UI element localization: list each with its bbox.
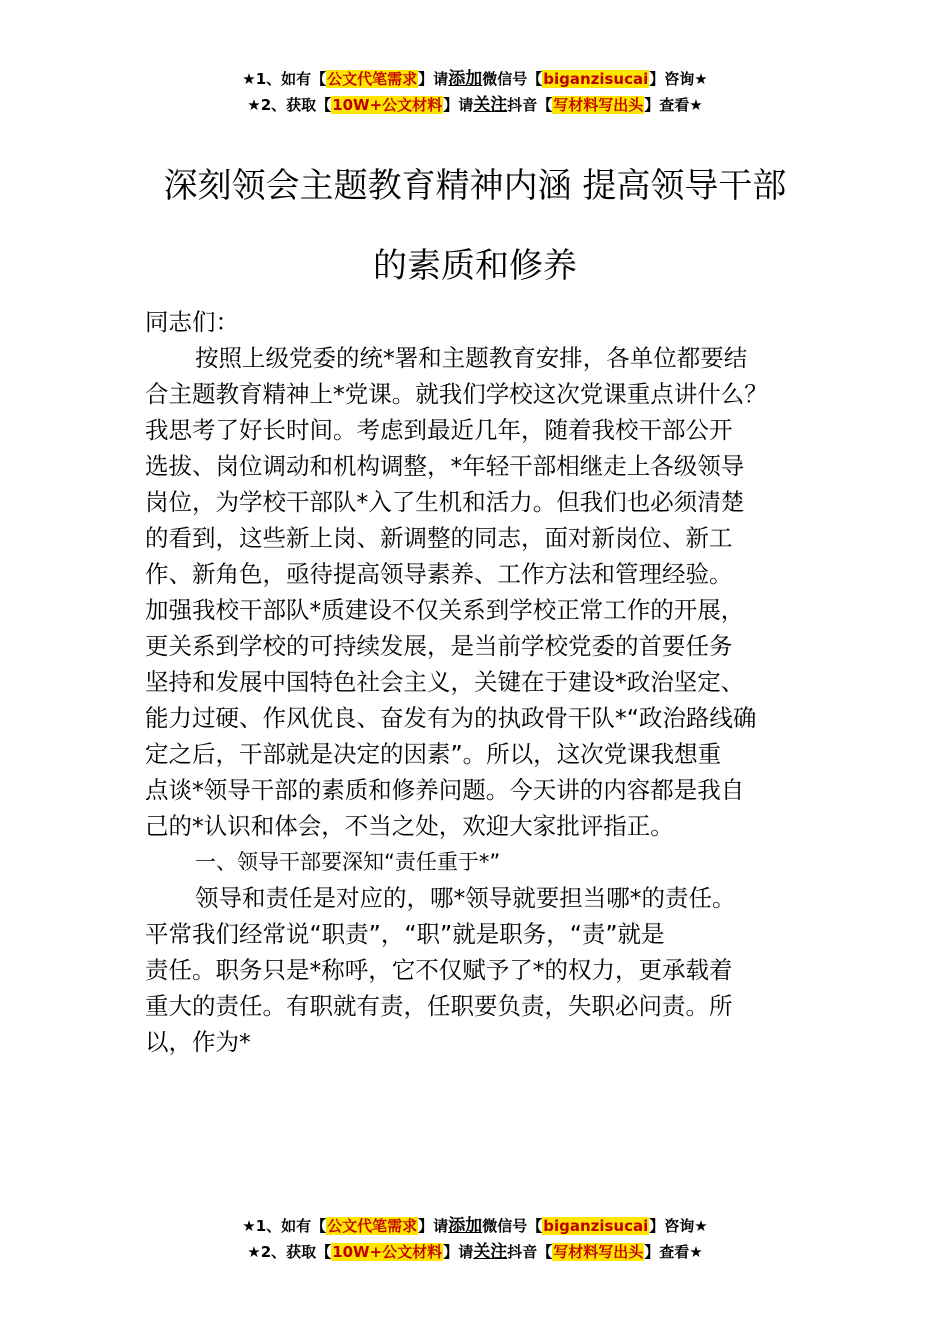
- banner-text: ★2、获取【: [247, 96, 332, 114]
- banner-text: 】咨询★: [649, 1217, 708, 1235]
- banner-text: 】查看★: [644, 1243, 703, 1261]
- footer-banner: [0, 1213, 950, 1265]
- paragraph-line: 更关系到学校的可持续发展，是当前学校党委的首要任务: [145, 632, 733, 660]
- paragraph-line: 坚持和发展中国特色社会主义，关键在于建设*政治坚定、: [145, 668, 745, 696]
- banner-highlight: 10W+公文材料: [332, 1243, 443, 1261]
- banner-highlight: 公文代笔需求: [327, 1217, 418, 1235]
- banner-text: ★2、获取【: [247, 1243, 332, 1261]
- banner-emphasis: 添加: [448, 1216, 483, 1236]
- banner-line-2: [0, 1239, 950, 1265]
- banner-line-1: [0, 66, 950, 92]
- banner-emphasis: 添加: [448, 69, 483, 89]
- banner-highlight: 10W+公文材料: [332, 96, 443, 114]
- banner-text: 微信号【: [482, 70, 543, 88]
- banner-highlight: biganzisucai: [543, 1217, 649, 1235]
- paragraph-line: 能力过硬、作风优良、奋发有为的执政骨干队*“政治路线确: [145, 704, 757, 732]
- paragraph-line: 己的*认识和体会，不当之处，欢迎大家批评指正。: [145, 812, 674, 840]
- paragraph-line: 合主题教育精神上*党课。就我们学校这次党课重点讲什么？: [145, 380, 768, 408]
- paragraph-line: 我思考了好长时间。考虑到最近几年，随着我校干部公开: [145, 416, 733, 444]
- banner-text: 】咨询★: [649, 70, 708, 88]
- section-heading: 一、领导干部要深知“责任重于*”: [195, 850, 501, 874]
- title-line-2: 的素质和修养: [373, 246, 577, 286]
- banner-text: 】请: [443, 96, 474, 114]
- document-title: [140, 146, 810, 306]
- banner-line-1: [0, 1213, 950, 1239]
- title-line-1: 深刻领会主题教育精神内涵 提高领导干部: [163, 166, 787, 206]
- banner-text: 微信号【: [482, 1217, 543, 1235]
- banner-text: 】请: [418, 70, 449, 88]
- banner-text: ★1、如有【: [242, 1217, 327, 1235]
- paragraph-line: 领导和责任是对应的，哪*领导就要担当哪*的责任。: [195, 884, 736, 912]
- paragraph-line: 岗位，为学校干部队*入了生机和活力。但我们也必须清楚: [145, 488, 745, 516]
- banner-highlight: 公文代笔需求: [327, 70, 418, 88]
- banner-highlight: biganzisucai: [543, 70, 649, 88]
- paragraph-line: 选拔、岗位调动和机构调整，*年轻干部相继走上各级领导: [145, 452, 745, 480]
- banner-text: ★1、如有【: [242, 70, 327, 88]
- banner-text: 抖音【: [507, 96, 553, 114]
- paragraph-line: 平常我们经常说“职责”，“职”就是职务，“责”就是: [145, 920, 665, 948]
- banner-emphasis: 关注: [473, 1242, 508, 1262]
- banner-highlight: 写材料写出头: [553, 96, 644, 114]
- paragraph-line: 点谈*领导干部的素质和修养问题。今天讲的内容都是我自: [145, 776, 745, 804]
- header-banner: [0, 66, 950, 118]
- paragraph-line: 定之后，干部就是决定的因素”。所以，这次党课我想重: [145, 740, 722, 768]
- paragraph-line: 重大的责任。有职就有责，任职要负责，失职必问责。所: [145, 992, 733, 1020]
- document-body: [145, 304, 835, 1060]
- banner-text: 】请: [443, 1243, 474, 1261]
- paragraph-line: 责任。职务只是*称呼，它不仅赋予了*的权力，更承载着: [145, 956, 733, 984]
- banner-text: 抖音【: [507, 1243, 553, 1261]
- paragraph-line: 的看到，这些新上岗、新调整的同志，面对新岗位、新工: [145, 524, 733, 552]
- paragraph-line: 按照上级党委的统*署和主题教育安排，各单位都要结: [195, 344, 748, 372]
- paragraph-line: 以，作为*: [145, 1028, 251, 1056]
- banner-text: 】请: [418, 1217, 449, 1235]
- banner-text: 】查看★: [644, 96, 703, 114]
- banner-emphasis: 关注: [473, 95, 508, 115]
- paragraph-line: 加强我校干部队*质建设不仅关系到学校正常工作的开展，: [145, 596, 745, 624]
- salutation: 同志们：: [145, 308, 239, 336]
- banner-line-2: [0, 92, 950, 118]
- paragraph-line: 作、新角色，亟待提高领导素养、工作方法和管理经验。: [145, 560, 733, 588]
- banner-highlight: 写材料写出头: [553, 1243, 644, 1261]
